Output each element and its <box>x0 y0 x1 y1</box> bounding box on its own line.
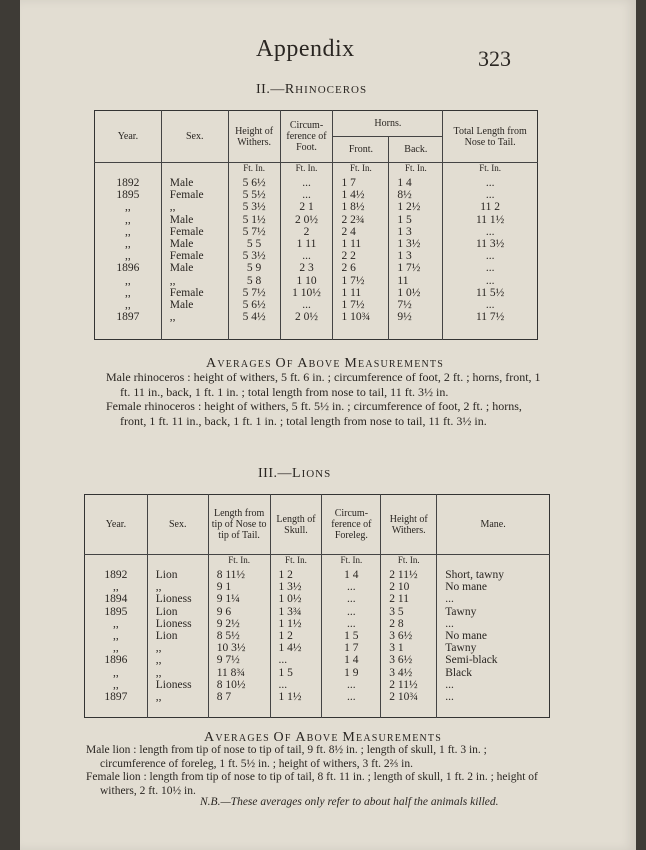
book-page <box>20 0 636 850</box>
lions-cell-mane: Semi-black <box>445 654 498 667</box>
rhino-cell-year: 1892 <box>116 177 140 189</box>
rhino-front-col <box>333 177 389 339</box>
rhino-cell-back: 7½ <box>397 299 412 312</box>
lions-section-title <box>258 466 331 482</box>
lions-cell-year: 1892 <box>104 569 128 581</box>
rhino-col-year: Year. <box>95 111 162 163</box>
lions-cell-height: 3 6½ <box>389 630 413 643</box>
lions-foreleg-col <box>322 569 381 717</box>
rhino-cell-back: 1 3 <box>397 250 412 263</box>
lions-cell-sex: ,, <box>155 666 162 679</box>
rhino-cell-foot: ... <box>302 250 311 263</box>
rhino-unit: Ft. In. <box>389 163 443 178</box>
rhino-cell-height: 5 3½ <box>242 201 266 214</box>
rhino-cell-foot: 2 3 <box>299 262 314 275</box>
rhino-average-male: Male rhinoceros : height of withers, 5 ft. 6 in. ; circumference of foot, 2 ft. ; horns, front, 1 ft. 11 in., back, 1 ft. 1 in. ; total length from nose to tail, 11 ft. 3½ in. <box>106 370 541 399</box>
lions-cell-skull: ... <box>278 654 288 667</box>
lions-cell-mane: ... <box>445 678 454 691</box>
rhino-cell-foot: ... <box>302 177 311 189</box>
rhino-cell-sex: Female <box>169 250 204 263</box>
lions-col-skull: Length of Skull. <box>270 495 322 555</box>
lions-cell-sex: Lioness <box>155 617 192 630</box>
lions-cell-skull: ... <box>278 678 288 691</box>
rhino-sex-col <box>161 177 228 339</box>
rhino-cell-front: 1 7½ <box>341 274 365 287</box>
lions-cell-year: 1895 <box>104 605 128 618</box>
rhino-col-total: Total Length from Nose to Tail. <box>443 111 538 163</box>
lions-cell-foreleg: 1 4 <box>344 654 359 667</box>
rhino-cell-sex: Female <box>169 225 204 238</box>
rhino-cell-sex: Male <box>169 238 194 251</box>
lions-cell-foreleg: ... <box>347 617 356 630</box>
rhino-cell-total: ... <box>485 274 495 287</box>
rhino-unit: Ft. In. <box>280 163 333 178</box>
lions-cell-height: 2 10¾ <box>389 691 419 704</box>
rhino-cell-front: 1 8½ <box>341 201 365 214</box>
lions-cell-year: ,, <box>113 617 119 630</box>
rhino-cell-height: 5 9 <box>246 262 262 275</box>
lions-cell-mane: Black <box>445 666 473 679</box>
rhino-cell-back: 1 7½ <box>397 262 421 275</box>
rhino-cell-height: 5 1½ <box>242 213 266 226</box>
rhino-cell-back: 1 4 <box>397 177 412 189</box>
rhino-cell-year: ,, <box>125 213 131 226</box>
lions-cell-skull: 1 0½ <box>278 593 302 606</box>
rhino-cell-foot: 1 10½ <box>292 286 321 299</box>
rhino-cell-front: 1 11 <box>341 286 362 299</box>
rhino-total-col <box>443 177 538 339</box>
lions-col-height: Height of Withers. <box>381 495 437 555</box>
lions-cell-year: 1897 <box>104 691 128 704</box>
lions-cell-mane: ... <box>445 593 454 606</box>
rhino-cell-total: 11 5½ <box>475 286 505 299</box>
rhino-cell-back: 1 0½ <box>397 286 421 299</box>
rhino-cell-front: 1 7 <box>341 177 356 189</box>
lions-cell-length: 9 6 <box>216 605 232 618</box>
rhino-cell-front: 2 6 <box>341 262 356 275</box>
lions-table <box>84 494 550 718</box>
lions-cell-foreleg: ... <box>347 605 356 618</box>
rhino-cell-year: ,, <box>125 299 131 312</box>
rhino-cell-height: 5 3½ <box>242 250 266 263</box>
rhino-cell-back: 1 3 <box>397 225 412 238</box>
rhino-cell-foot: 2 0½ <box>295 311 319 324</box>
lions-cell-year: ,, <box>113 678 119 691</box>
rhino-col-horns: Horns. <box>333 111 443 137</box>
rhino-cell-sex: ,, <box>169 201 176 214</box>
rhino-col-sex: Sex. <box>161 111 228 163</box>
lions-averages-title: AVERAGES OF ABOVE MEASUREMENTS <box>204 730 442 745</box>
lions-cell-skull: 1 5 <box>278 666 293 679</box>
lions-cell-foreleg: ... <box>347 593 356 606</box>
lions-cell-sex: Lioness <box>155 593 192 606</box>
rhino-cell-height: 5 8 <box>246 274 262 287</box>
rhino-cell-height: 5 7½ <box>242 225 266 238</box>
rhino-cell-height: 5 5 <box>246 238 262 251</box>
rhino-cell-front: 2 2 <box>341 250 356 263</box>
lions-cell-skull: 1 3¾ <box>278 605 302 618</box>
rhino-cell-year: 1896 <box>116 262 140 275</box>
lions-cell-height: 3 5 <box>389 605 404 618</box>
lions-note: N.B.—These averages only refer to about half the animals killed. <box>200 796 499 808</box>
rhino-cell-year: ,, <box>125 250 131 263</box>
rhino-col-foot: Circum-ference of Foot. <box>280 111 333 163</box>
lions-cell-length: 8 5½ <box>216 630 240 643</box>
page-number: 323 <box>478 46 511 71</box>
lions-cell-skull: 1 2 <box>278 630 293 643</box>
lions-averages <box>86 744 546 798</box>
lions-cell-height: 2 11½ <box>389 569 418 581</box>
lions-cell-year: ,, <box>113 666 119 679</box>
lions-section-number: III.— <box>258 466 292 481</box>
lions-cell-length: 9 1 <box>216 581 232 594</box>
lions-cell-height: 2 11 <box>389 593 409 606</box>
lions-cell-height: 2 11½ <box>389 678 418 691</box>
rhino-averages-title: AVERAGES OF ABOVE MEASUREMENTS <box>206 356 444 371</box>
rhino-cell-sex: Female <box>169 286 204 299</box>
rhino-cell-year: ,, <box>125 225 131 238</box>
lions-length-col <box>208 569 270 717</box>
lions-sex-col <box>147 569 208 717</box>
lions-unit: Ft. In. <box>322 555 381 570</box>
lions-unit: Ft. In. <box>381 555 437 570</box>
rhino-cell-height: 5 6½ <box>242 299 266 312</box>
rhino-cell-year: ,, <box>125 238 131 251</box>
rhino-foot-col <box>280 177 333 339</box>
rhino-cell-height: 5 5½ <box>242 189 266 202</box>
lions-cell-skull: 1 4½ <box>278 642 302 655</box>
lions-cell-length: 9 1¼ <box>216 593 240 606</box>
lions-cell-year: 1894 <box>104 593 128 606</box>
lions-mane-col <box>437 569 550 717</box>
lions-cell-sex: ,, <box>155 581 162 594</box>
lions-cell-year: 1896 <box>104 654 128 667</box>
lions-cell-length: 9 7½ <box>216 654 240 667</box>
rhino-average-female: Female rhinoceros : height of withers, 5 ft. 5½ in. ; circumference of foot, 2 ft. ; horns, front, 1 ft. 11 in., back, 1 ft. 1 in. ; total length from nose to tail, 11 ft. 3½ in. <box>106 399 522 428</box>
rhino-cell-front: 1 10¾ <box>341 311 371 324</box>
lions-cell-height: 3 1 <box>389 642 404 655</box>
rhino-unit: Ft. In. <box>443 163 538 178</box>
lions-cell-height: 3 4½ <box>389 666 413 679</box>
rhino-cell-sex: ,, <box>169 274 176 287</box>
lions-cell-skull: 1 3½ <box>278 581 302 594</box>
lions-cell-sex: Lion <box>155 605 178 618</box>
rhino-cell-foot: 2 1 <box>299 201 314 214</box>
rhino-cell-year: 1895 <box>116 189 140 202</box>
rhino-cell-sex: Male <box>169 213 194 226</box>
rhino-cell-total: ... <box>485 262 495 275</box>
lions-cell-skull: 1 1½ <box>278 617 302 630</box>
rhino-cell-back: 1 3½ <box>397 238 421 251</box>
rhino-unit: Ft. In. <box>333 163 389 178</box>
lions-height-col <box>381 569 437 717</box>
lions-cell-height: 2 10 <box>389 581 410 594</box>
rhino-cell-front: 1 11 <box>341 238 362 251</box>
rhino-cell-front: 2 4 <box>341 225 356 238</box>
lions-cell-year: ,, <box>113 630 119 643</box>
rhino-cell-height: 5 7½ <box>242 286 266 299</box>
lions-cell-year: ,, <box>113 581 119 594</box>
rhino-col-front: Front. <box>333 137 389 163</box>
rhino-section-title <box>256 82 367 98</box>
rhino-cell-front: 1 4½ <box>341 189 365 202</box>
lions-cell-mane: No mane <box>445 581 488 594</box>
lions-col-sex: Sex. <box>147 495 208 555</box>
rhino-cell-height: 5 6½ <box>242 177 266 189</box>
lions-cell-mane: ... <box>445 617 454 630</box>
rhino-cell-total: 11 7½ <box>475 311 505 324</box>
lions-cell-length: 8 7 <box>216 691 232 704</box>
rhino-averages <box>106 370 546 428</box>
lions-col-foreleg: Circum-ference of Foreleg. <box>322 495 381 555</box>
rhino-cell-total: ... <box>485 177 495 189</box>
rhino-cell-foot: 2 <box>303 225 310 238</box>
lions-cell-mane: Tawny <box>445 605 477 618</box>
lions-cell-length: 9 2½ <box>216 617 240 630</box>
lions-cell-skull: 1 1½ <box>278 691 302 704</box>
rhino-cell-sex: Male <box>169 262 194 275</box>
lions-cell-length: 11 8¾ <box>216 666 246 679</box>
rhino-unit: Ft. In. <box>228 163 280 178</box>
rhino-cell-year: ,, <box>125 201 131 214</box>
rhino-year-col <box>95 177 162 339</box>
rhino-table <box>94 110 538 340</box>
lions-cell-foreleg: 1 9 <box>344 666 359 679</box>
rhino-cell-back: 1 2½ <box>397 201 421 214</box>
lions-section-name: LIONS <box>292 466 332 481</box>
rhino-cell-total: ... <box>485 189 495 202</box>
rhino-cell-total: 11 1½ <box>475 213 505 226</box>
lions-cell-skull: 1 2 <box>278 569 293 581</box>
lions-cell-sex: ,, <box>155 691 162 704</box>
lions-cell-sex: Lioness <box>155 678 192 691</box>
rhino-col-height: Height of Withers. <box>228 111 280 163</box>
lions-cell-height: 2 8 <box>389 617 404 630</box>
rhino-cell-total: ... <box>485 225 495 238</box>
lions-skull-col <box>270 569 322 717</box>
lions-cell-mane: No mane <box>445 630 488 643</box>
rhino-cell-total: ... <box>485 299 495 312</box>
lions-cell-height: 3 6½ <box>389 654 413 667</box>
rhino-back-col <box>389 177 443 339</box>
rhino-cell-year: ,, <box>125 286 131 299</box>
lions-cell-mane: Tawny <box>445 642 477 655</box>
rhino-cell-foot: ... <box>302 299 311 312</box>
lions-cell-sex: Lion <box>155 630 178 643</box>
lions-cell-mane: Short, tawny <box>445 569 504 581</box>
lions-average-male: Male lion : length from tip of nose to tip of tail, 9 ft. 8½ in. ; length of skull, 1 ft. 3 in. ; circumference of foreleg, 1 ft. 5½ in. ; height of withers, 3 ft. 2⅔ in. <box>86 744 487 770</box>
lions-cell-foreleg: 1 4 <box>344 569 359 581</box>
lions-cell-length: 10 3½ <box>216 642 246 655</box>
rhino-cell-sex: ,, <box>169 311 176 324</box>
rhino-cell-height: 5 4½ <box>242 311 266 324</box>
rhino-cell-total: ... <box>485 250 495 263</box>
lions-col-length: Length from tip of Nose to tip of Tail. <box>208 495 270 555</box>
rhino-cell-foot: ... <box>302 189 311 202</box>
rhino-cell-back: 1 5 <box>397 213 412 226</box>
lions-cell-foreleg: ... <box>347 691 356 704</box>
rhino-cell-foot: 1 10 <box>296 274 317 287</box>
lions-cell-mane: ... <box>445 691 454 704</box>
lions-cell-sex: ,, <box>155 642 162 655</box>
lions-cell-foreleg: 1 7 <box>344 642 359 655</box>
page-title: Appendix <box>256 36 355 62</box>
rhino-cell-foot: 1 11 <box>296 238 317 251</box>
rhino-cell-sex: Male <box>169 177 194 189</box>
rhino-cell-total: 11 2 <box>480 201 500 214</box>
lions-cell-foreleg: ... <box>347 581 356 594</box>
lions-cell-sex: ,, <box>155 654 162 667</box>
rhino-cell-front: 2 2¾ <box>341 213 365 226</box>
lions-cell-foreleg: 1 5 <box>344 630 359 643</box>
rhino-cell-year: ,, <box>125 274 131 287</box>
lions-cell-sex: Lion <box>155 569 178 581</box>
rhino-cell-front: 1 7½ <box>341 299 365 312</box>
rhino-cell-sex: Male <box>169 299 194 312</box>
lions-col-year: Year. <box>85 495 148 555</box>
lions-unit: Ft. In. <box>270 555 322 570</box>
rhino-section-name: RHINOCEROS <box>284 82 368 97</box>
lions-cell-foreleg: ... <box>347 678 356 691</box>
rhino-height-col <box>228 177 280 339</box>
rhino-cell-back: 11 <box>397 274 409 287</box>
rhino-section-number: II.— <box>256 82 285 97</box>
rhino-cell-total: 11 3½ <box>475 238 505 251</box>
lions-col-mane: Mane. <box>437 495 550 555</box>
rhino-cell-back: 8½ <box>397 189 412 202</box>
rhino-cell-foot: 2 0½ <box>295 213 319 226</box>
rhino-col-back: Back. <box>389 137 443 163</box>
lions-cell-length: 8 10½ <box>216 678 246 691</box>
lions-average-female: Female lion : length from tip of nose to tip of tail, 8 ft. 11 in. ; length of skull, 1 ft. 2 in. ; height of withers, 2 ft. 10½ in. <box>86 771 538 797</box>
lions-cell-year: ,, <box>113 642 119 655</box>
rhino-cell-back: 9½ <box>397 311 412 324</box>
lions-cell-length: 8 11½ <box>216 569 246 581</box>
rhino-cell-year: 1897 <box>116 311 140 324</box>
rhino-cell-sex: Female <box>169 189 204 202</box>
lions-unit: Ft. In. <box>208 555 270 570</box>
lions-year-col <box>85 569 148 717</box>
